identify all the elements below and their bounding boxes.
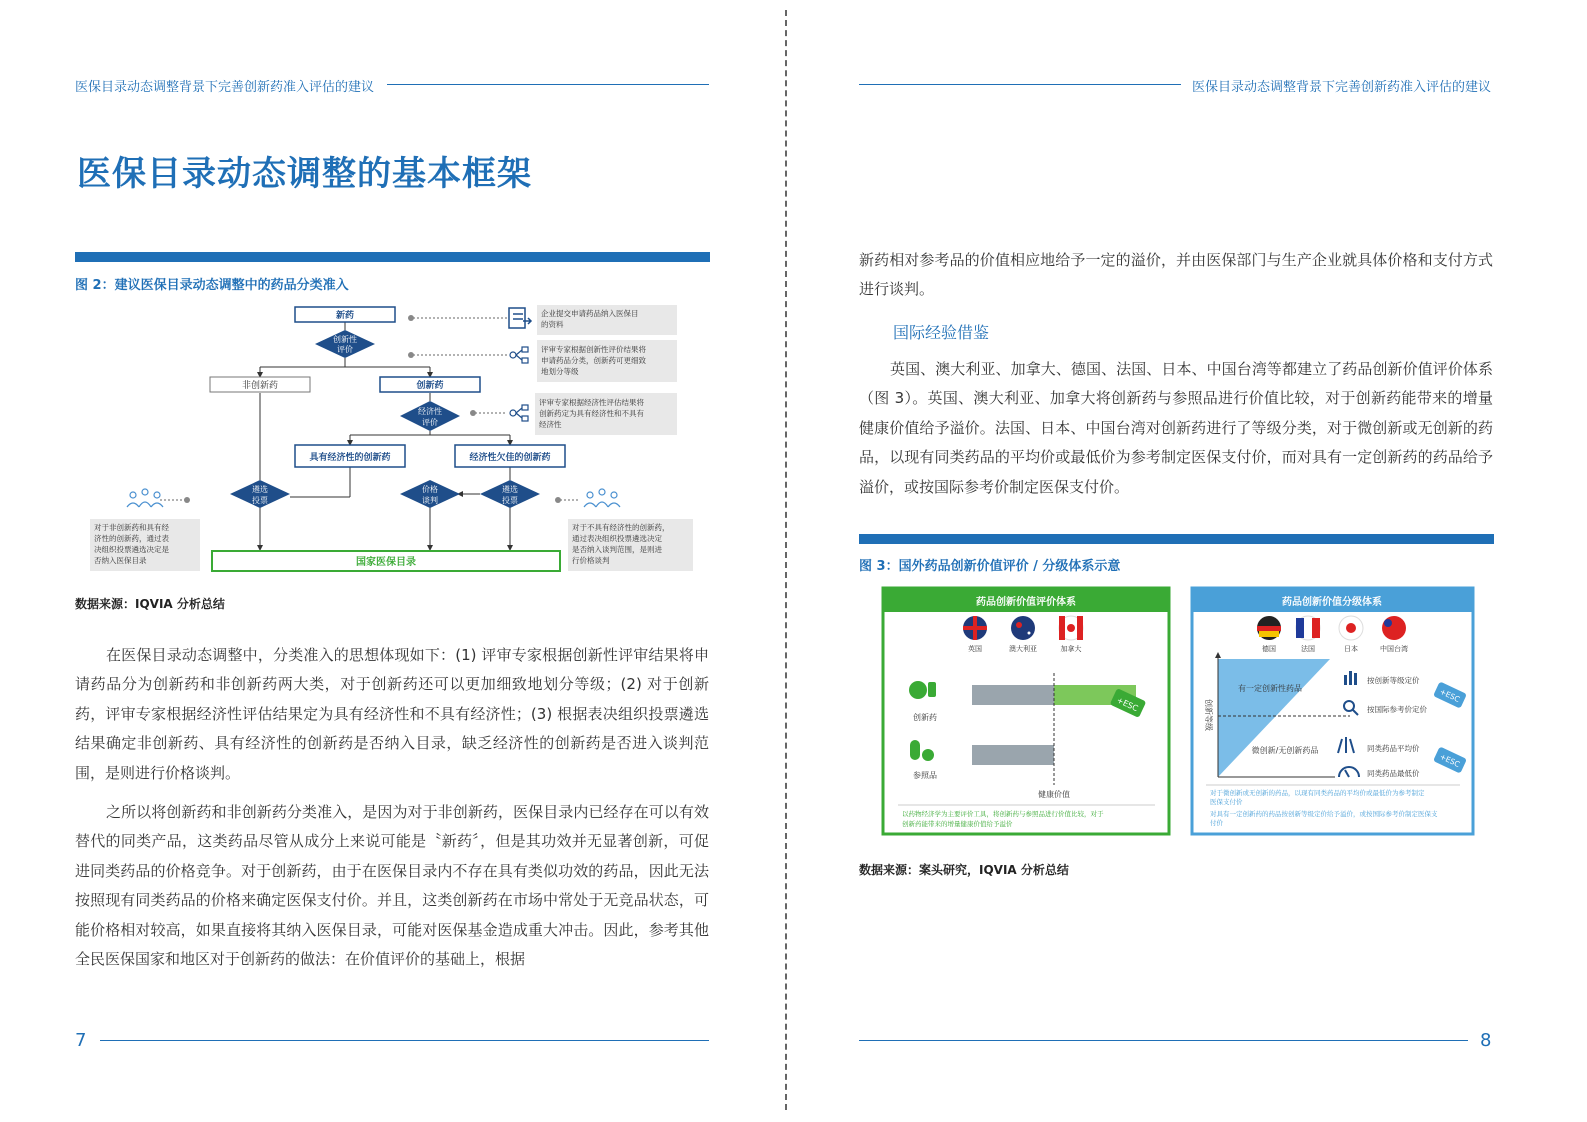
page-number-right: 8 <box>1480 1030 1492 1051</box>
innovative-drug-icon <box>909 681 936 699</box>
subheading-intl: 国际经验借鉴 <box>893 323 990 342</box>
note-right-line3: 是否纳入谈判范围，是则进 <box>572 545 662 554</box>
flow-catalog: 国家医保目录 <box>356 557 416 568</box>
flow-econ-no: 经济性欠佳的创新药 <box>469 453 551 463</box>
method-2: 按国际参考价定价 <box>1367 705 1427 714</box>
figure-3-diagram <box>880 585 1480 840</box>
note3-line1: 评审专家根据经济性评估结果将 <box>539 398 644 407</box>
figure-2-source: 数据来源：IQVIA 分析总结 <box>75 597 225 611</box>
flow-non-innov: 非创新药 <box>241 381 279 391</box>
flow-price-1: 价格 <box>422 485 438 494</box>
left-country-3: 加拿大 <box>1060 645 1082 653</box>
left-note-2: 创新药能带来的增量健康价值给予溢价 <box>902 820 1013 828</box>
header-left-rule <box>387 84 709 85</box>
right-note-2: 医保支付价 <box>1210 798 1243 806</box>
right-top-paragraph: 新药相对参考品的价值相应地给予一定的溢价，并由医保部门与生产企业就具体价格和支付方式进行谈判。 <box>859 251 1493 299</box>
left-country-2: 澳大利亚 <box>1009 645 1037 653</box>
level-lo: 微创新/无创新药品 <box>1251 746 1319 755</box>
page-number-left: 7 <box>75 1030 87 1051</box>
right-note-4: 付价 <box>1210 819 1223 827</box>
left-paragraph-1: 在医保目录动态调整中，分类准入的思想体现如下：(1) 评审专家根据创新性评审结果将申请药品分为创新药和非创新药两大类，对于创新药还可以更加细致地划分等级；(2) 对于创新药，评审专家根据经济性评估结果定为具有经济性和不具有经济性；(3) 根据表决组织投票遴选结果确定非创新药、具有经济性的创新药是否纳入目录，缺乏经济性的创新药是否进入谈判范围，是则进行价格谈判。 <box>75 646 709 782</box>
france-flag-icon <box>1296 616 1320 640</box>
germany-flag-icon <box>1257 616 1281 640</box>
header-left: 医保目录动态调整背景下完善创新药准入评估的建议 <box>75 80 375 95</box>
left-note-1: 以药物经济学为主要评价工具，将创新药与参照品进行价值比较，对于 <box>902 810 1104 818</box>
network-icon <box>510 347 528 421</box>
method-4: 同类药品最低价 <box>1367 769 1420 778</box>
figure-3-source: 数据来源：案头研究，IQVIA 分析总结 <box>859 863 1069 877</box>
level-hi: 有一定创新性药品 <box>1238 684 1302 693</box>
people-icon <box>127 489 620 507</box>
right-body <box>859 355 1493 502</box>
right-country-2: 法国 <box>1301 645 1315 653</box>
flow-vote2-1: 遴选 <box>502 485 518 494</box>
right-note-1: 对于微创新或无创新的药品，以现有同类药品的平均价或最低价为参考制定 <box>1210 789 1425 797</box>
flow-vote1-2: 投票 <box>252 496 268 505</box>
note-right-line2: 通过表决组织投票遴选决定 <box>572 534 662 543</box>
ref-label: 参照品 <box>913 771 937 780</box>
yaxis-label: 创新等级 <box>1204 699 1213 731</box>
page-divider <box>785 10 787 1110</box>
svg-text:+ESC: +ESC <box>1438 686 1462 704</box>
taiwan-flag-icon <box>1382 616 1406 640</box>
svg-text:+ESC: +ESC <box>1438 751 1462 769</box>
figure-3-bar <box>859 534 1494 544</box>
note2-line2: 申请药品分类，创新药可更细致 <box>541 356 646 365</box>
figure-2-bar <box>75 252 710 262</box>
innov-label: 创新药 <box>913 713 937 722</box>
note3-line3: 经济性 <box>539 420 562 429</box>
figure-3-caption: 图 3：国外药品创新价值评价 / 分级体系示意 <box>859 559 1121 574</box>
page-title: 医保目录动态调整的基本框架 <box>77 154 532 194</box>
note1-line2: 的资料 <box>541 320 564 329</box>
footer-left-rule <box>100 1040 709 1041</box>
japan-flag-icon <box>1339 616 1363 640</box>
flow-innov: 创新药 <box>416 381 444 391</box>
canada-flag-icon <box>1059 616 1083 640</box>
svg-text:+ESC: +ESC <box>1115 695 1140 714</box>
flow-vote1-1: 遴选 <box>252 485 268 494</box>
method-3: 同类药品平均价 <box>1367 744 1420 753</box>
note2-line3: 地划分等级 <box>541 367 579 376</box>
figure-2-caption: 图 2：建议医保目录动态调整中的药品分类准入 <box>75 278 349 293</box>
left-paragraph-2: 之所以将创新药和非创新药分类准入，是因为对于非创新药，医保目录内已经存在可以有效替代的同类产品，这类药品尽管从成分上来说可能是〝新药〞，但是其功效并无显著创新，可促进同类药品的价格竞争。对于创新药，由于在医保目录内不存在具有类似功效的药品，因此无法按照现有同类药品的价格来确定医保支付价。并且，这类创新药在市场中常处于无竞品状态，可能价格相对较高，如果直接将其纳入医保目录，可能对医保基金造成重大冲击。因此，参考其他全民医保国家和地区对于创新药的做法：在价值评价的基础上，根据 <box>75 803 709 969</box>
left-country-1: 英国 <box>968 645 982 653</box>
figure-2-flowchart <box>75 295 705 580</box>
right-paragraph: 英国、澳大利亚、加拿大、德国、法国、日本、中国台湾等都建立了药品创新价值评价体系（图 3）。英国、澳大利亚、加拿大将创新药与参照品进行价值比较，对于创新药能带来的增量健康价值给予溢价。法国、日本、中国台湾对创新药进行了等级分类，对于微创新或无创新的药品，以现有同类药品的平均价或最低价为参考制定医保支付价，而对具有一定创新药的药品给予溢价，或按国际参考价制定医保支付价。 <box>859 360 1493 496</box>
flow-vote2-2: 投票 <box>502 496 518 505</box>
right-top-body <box>859 246 1493 305</box>
flow-econ-eval-2: 评价 <box>422 418 438 427</box>
note3-line2: 创新药定为具有经济性和不具有 <box>539 409 644 418</box>
australia-flag-icon <box>1011 616 1035 640</box>
flow-econ-eval-1: 经济性 <box>418 407 442 416</box>
header-right: 医保目录动态调整背景下完善创新药准入评估的建议 <box>1192 80 1492 95</box>
note-left-line3: 决组织投票遴选决定是 <box>94 545 169 554</box>
right-country-3: 日本 <box>1344 645 1358 653</box>
uk-flag-icon <box>963 616 987 640</box>
axis-label: 健康价值 <box>1038 790 1070 799</box>
right-country-4: 中国台湾 <box>1380 645 1408 653</box>
note-left-line4: 否纳入医保目录 <box>94 556 147 565</box>
header-right-rule <box>859 84 1181 85</box>
flow-innov-eval-1: 创新性 <box>333 335 357 344</box>
flow-price-2: 谈判 <box>422 496 438 505</box>
note-right-line1: 对于不具有经济性的创新药， <box>572 523 670 532</box>
note-left-line1: 对于非创新药和具有经 <box>94 523 169 532</box>
left-body <box>75 641 709 974</box>
footer-right-rule <box>859 1040 1468 1041</box>
right-country-1: 德国 <box>1262 645 1276 653</box>
right-panel-title: 药品创新价值分级体系 <box>1282 597 1382 608</box>
left-panel-title: 药品创新价值评价体系 <box>976 597 1076 608</box>
note-left-line2: 济性的创新药，通过表 <box>94 534 169 543</box>
right-note-3: 对具有一定创新药的药品按创新等级定价给予溢价，或按国际参考价制定医保支 <box>1210 810 1438 818</box>
flow-econ-yes: 具有经济性的创新药 <box>309 453 391 463</box>
method-1: 按创新等级定价 <box>1367 676 1420 685</box>
flow-new-drug: 新药 <box>335 311 355 321</box>
flow-innov-eval-2: 评价 <box>337 345 353 354</box>
note2-line1: 评审专家根据创新性评价结果将 <box>541 345 646 354</box>
note-right-line4: 行价格谈判 <box>572 556 610 565</box>
document-icon <box>509 308 531 328</box>
note1-line1: 企业提交申请药品纳入医保目 <box>541 309 639 318</box>
